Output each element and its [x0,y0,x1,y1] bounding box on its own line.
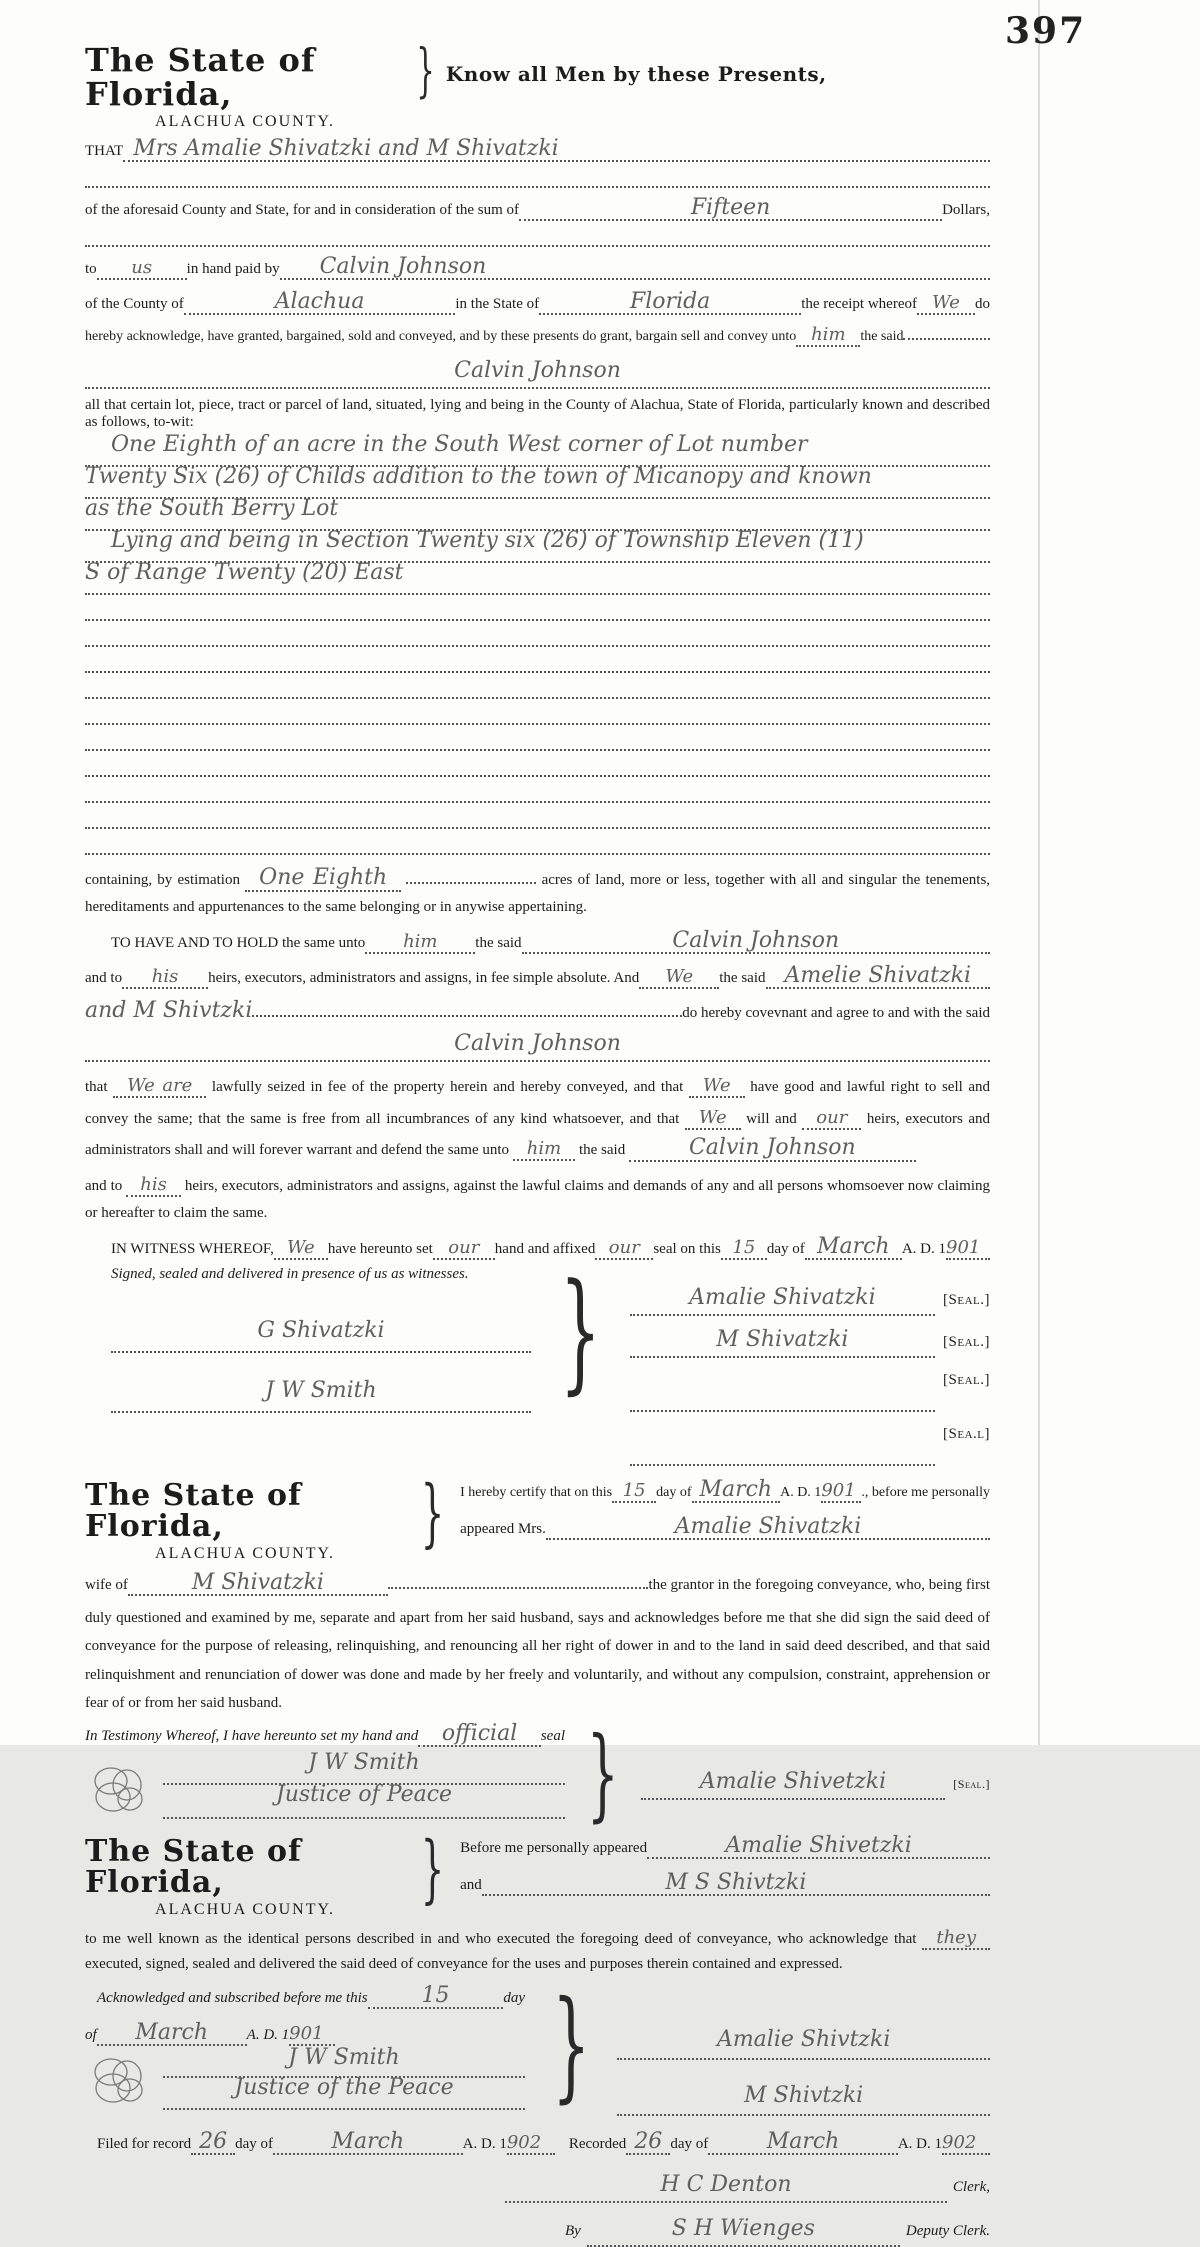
state-title-block [85,41,405,131]
state-title: The State of Florida, [85,1833,302,1901]
state-handwriting: Florida [539,292,801,315]
consideration-line [85,195,990,221]
ack-appeared-column [460,1832,990,1896]
the-said-label: the said [475,935,522,952]
official-handwriting: official [418,1724,541,1747]
do-label: do [975,296,990,313]
before-text: ., before me personally [861,1484,990,1500]
seal-text: seal on this [653,1240,721,1257]
ad-label: A. D. 1 [901,1240,946,1257]
day-of-label: day of [656,1484,692,1500]
recorded-label: Recorded [568,2135,627,2152]
we-handwriting: We [639,969,719,989]
day-of-label: day of [235,2135,274,2152]
containing-rest: acres of land, more or less, together with all and singular the tenements, hereditaments and appurtenances to the same belonging or in anywise appertaining. [85,872,991,916]
his-handwriting: his [122,969,208,989]
dower-header [85,1469,990,1563]
certify-label: I hereby certify that on this [460,1484,613,1500]
wife-name-handwriting: Amalie Shivatzki [546,1517,990,1540]
grantor-signature-line: Amalie Shivatzki [630,1288,935,1316]
day-of-label: day of [670,2135,709,2152]
grantee-name-line [85,358,990,389]
testimony-column [85,1720,565,1819]
we-handwriting: We [685,1107,741,1130]
set-text: have hereunto set [327,1240,433,1257]
filed-label: Filed for record [97,2135,192,2152]
payer-handwriting: Calvin Johnson [280,257,990,280]
of-label: of [85,2026,97,2043]
grantor1-handwriting: Amelie Shivatzki [766,966,991,989]
covenant-rule [252,1015,682,1017]
seal-line [641,1768,990,1800]
our-handwriting: our [595,1240,653,1260]
ack-officer-column [85,1982,525,2110]
county-name: ALACHUA COUNTY. [155,1900,335,1918]
warranty-paragraph [85,1072,990,1167]
that-label: that [85,1079,108,1096]
description-line: Lying and being in Section Twenty six (26) of Township Eleven (11) [85,531,990,563]
clerk-signature-line: H C Denton [505,2175,947,2203]
officer-signature-line: J W Smith [163,1753,565,1785]
consideration-amount: Fifteen [519,198,942,221]
blank-rule [85,777,990,803]
county-handwriting: Alachua [184,292,456,315]
presence-text: Signed, sealed and delivered in presence of us as witnesses. [111,1265,469,1282]
seal-line [630,1372,990,1412]
deputy-label: Deputy Clerk. [905,2222,990,2239]
seal-bracket: [Seal.] [943,1371,990,1388]
person2-handwriting: M S Shivtzki [482,1873,990,1896]
blank-rule [85,803,990,829]
ack-brace-tall: } [552,1975,591,2115]
county-of-label: of the County of [85,296,184,313]
seal-bracket: [Seal.] [953,1776,990,1791]
empty-signature-line [630,1438,935,1466]
recorded-month-handwriting: March [708,2132,898,2155]
notary-seal-scribble [85,2052,157,2110]
the-said-label: the said [860,329,904,345]
before-line [460,1832,990,1859]
grantee-handwriting: Calvin Johnson [522,931,990,954]
filed-day-handwriting: 26 [191,2132,235,2155]
claims-text: heirs, executors, administrators and assigns, against the lawful claims and demands of any and all persons whomsoever now claiming or hereafter to claim the same. [85,1177,991,1221]
that-label: THAT [85,143,124,160]
state-title: The State of Florida, [85,1477,302,1545]
year-handwriting: 901 [946,1240,990,1260]
officer-signature-line: J W Smith [163,2048,525,2078]
clerk-label: Clerk, [952,2178,990,2195]
grantee-handwriting: Calvin Johnson [454,1031,621,1057]
containing-label: containing, by estimation [85,872,240,889]
officer-block [85,1749,565,1819]
in-witness-line [85,1233,990,1260]
page-edge-rule [1038,0,1040,1745]
officer-lines [163,1749,565,1819]
empty-signature-line [630,1384,935,1412]
they-handwriting: they [922,1927,990,1950]
ad-label: A. D. 1 [462,2135,507,2152]
state-title-block [85,1477,405,1563]
seal-bracket: [Seal.] [943,1291,990,1308]
our-handwriting: our [433,1240,495,1260]
and-label: and [460,1876,482,1893]
blank-rule [85,751,990,777]
wife-of-label: wife of [85,1576,128,1593]
grantor-text: the grantor in the foregoing conveyance, who, being first [648,1576,990,1593]
month-handwriting: March [692,1480,781,1503]
and-to-label: and to [85,970,123,987]
we-handwriting: We [274,1240,328,1260]
dower-signature-column [641,1724,990,1800]
testimony-line [85,1720,565,1747]
appeared-line [460,1513,990,1540]
him-handwriting: him [513,1138,575,1161]
blank-rule [85,647,990,673]
grantor-names-handwriting: Mrs Amalie Shivatzki and M Shivatzki [123,139,990,162]
year-handwriting: 901 [821,1483,861,1503]
witness2-signature: J W Smith [265,1377,377,1403]
seal-bracket: [Sea.l] [943,1425,990,1442]
filed-year-handwriting: 902 [507,2135,555,2155]
containing-rule [406,869,536,885]
to-whom-handwriting: us [97,260,187,280]
description-line: as the South Berry Lot [85,499,990,531]
acknowledge-line [85,324,990,347]
officer-title-line: Justice of Peace [163,1785,565,1819]
to-have-line [85,928,990,954]
grantor-signature-line: M Shivatzki [630,1330,935,1358]
acknowledge-text: hereby acknowledge, have granted, bargained, sold and conveyed, and by these presents do grant, bargain sell and convey unto [85,329,797,345]
receipt-handwriting: We [917,295,975,315]
county-state-line [85,289,990,315]
covenant-line [85,998,990,1024]
ack-header [85,1825,990,1919]
witness1-signature: G Shivatzki [257,1317,385,1343]
known-text: to me well known as the identical persons described in and who executed the foregoing deed of conveyance, who acknowledge that [85,1930,917,1947]
ack-brace: } [420,1825,445,1912]
seal-line [630,1326,990,1358]
covenant-text: do hereby covevnant and agree to and with the said [682,1005,990,1022]
acreage-handwriting: One Eighth [245,865,401,892]
his-handwriting: his [126,1174,181,1197]
testimony-label: In Testimony Whereof, I have hereunto set my hand and [85,1727,419,1744]
blank-rule [85,673,990,699]
in-witness-label: IN WITNESS WHEREOF, [111,1240,274,1257]
heirs-text: heirs, executors and administrators shall and will forever warrant and defend the same unto [85,1110,991,1159]
witnesses-column [85,1266,531,1413]
recorded-year-handwriting: 902 [942,2135,990,2155]
seals-column [630,1266,990,1466]
ack-signature-block [85,1975,990,2116]
the-said-label: the said [719,970,766,987]
ad-label: A. D. 1 [780,1484,822,1500]
day-label: day [503,1989,525,2006]
and-line [460,1869,990,1896]
witness-signature-line [111,1377,531,1413]
consideration-label: of the aforesaid County and State, for and in consideration of the sum of [85,202,520,219]
county-name: ALACHUA COUNTY. [155,1544,335,1562]
seal-line [630,1284,990,1316]
seal-line [630,1426,990,1466]
filing-line [85,2128,990,2155]
we-are-handwriting: We are [113,1075,206,1098]
appeared-label: appeared Mrs. [460,1520,546,1537]
heirs-text: heirs, executors, administrators and assigns, in fee simple absolute. And [208,970,640,987]
page-number: 397 [1005,10,1087,52]
signer2-line: M Shivtzki [617,2086,990,2116]
year-handwriting: 901 [289,2026,335,2046]
receipt-label: the receipt whereof [801,296,917,313]
grantee-handwriting: Calvin Johnson [629,1135,916,1162]
to-label: to [85,261,97,278]
signer1-line: Amalie Shivtzki [617,2030,990,2060]
month-line [85,2019,525,2046]
ack-body [85,1927,990,1978]
officer-title-line: Justice of the Peace [163,2078,525,2110]
description-line: One Eighth of an acre in the South West corner of Lot number [85,435,990,467]
unto-handwriting: him [796,327,860,347]
deputy-signature-line: S H Wienges [587,2219,900,2247]
testimony-brace: } [586,1714,619,1832]
grantee-handwriting: Calvin Johnson [454,358,621,384]
subscribed-label: Acknowledged and subscribed before me this [97,1989,368,2006]
blank-rule [85,162,990,188]
day-handwriting: 15 [368,1986,504,2009]
husband-handwriting: M Shivatzki [128,1573,388,1596]
seal-bracket: [Seal.] [943,1333,990,1350]
day-handwriting: 15 [721,1240,767,1260]
trailing-rule [903,338,990,340]
ad-label: A. D. 1 [246,2026,290,2043]
county-name: ALACHUA COUNTY. [155,113,335,131]
witness-brace: } [559,1254,602,1407]
notary-seal-scribble [85,1761,157,1819]
dollars-label: Dollars, [942,202,990,219]
containing-paragraph [85,867,990,921]
day-of-label: day of [766,1240,805,1257]
deed-header [85,36,990,131]
hand-text: hand and affixed [494,1240,596,1257]
blank-rule [85,829,990,855]
description-line: Twenty Six (26) of Childs addition to the town of Micanopy and known [85,467,990,499]
officer-lines [163,2044,525,2110]
certify-line [460,1476,990,1503]
month-handwriting: March [97,2023,247,2046]
to-have-label: TO HAVE AND TO HOLD the same unto [111,935,366,952]
wife-rule [388,1587,649,1589]
paid-by-line [85,254,990,280]
state-title: The State of Florida, [85,41,316,113]
blank-rule [85,699,990,725]
the-said-label: the said [578,1142,626,1159]
and-to-label: and to [85,1177,123,1194]
will-and-label: will and [746,1110,797,1127]
seal-label: seal [540,1727,565,1744]
description-line: S of Range Twenty (20) East [85,563,990,595]
ad-label: A. D. 1 [897,2135,942,2152]
wife-of-line [85,1569,990,1596]
blank-rule [85,595,990,621]
unto-handwriting: him [365,934,475,954]
in-hand-label: in hand paid by [186,261,280,278]
deputy-clerk-line [85,2215,990,2247]
day-handwriting: 15 [612,1483,656,1503]
state-title-block [85,1833,405,1919]
wife-signature-line: Amalie Shivetzki [641,1772,946,1800]
blank-rule [85,725,990,751]
parcel-paragraph: all that certain lot, piece, tract or parcel of land, situated, lying and being in the County of Alachua, State of Florida, particularly known and described as follows, to-wit: [85,397,990,431]
recorded-day-handwriting: 26 [626,2132,670,2155]
header-brace: } [416,36,435,104]
blank-rule [85,221,990,247]
subscribed-line [85,1982,525,2009]
by-label: By [565,2222,581,2239]
presents-heading: Know all Men by these Presents, [445,62,827,86]
filed-month-handwriting: March [273,2132,463,2155]
dower-body: duly questioned and examined by me, separate and apart from her said husband, says and acknowledges before me that she did sign the said deed of conveyance for the purpose of releasing, relinquishing, and renouncing all her right of dower in and to the land in said deed described, and that said relinquishment and renunciation of dower was done and made by her freely and voluntarily, and without any compulsion, constraint, apprehension or fear of or from her said husband. [85,1609,990,1712]
ack-signers-column [617,1986,990,2116]
blank-rule [85,621,990,647]
dower-brace: } [420,1469,445,1556]
dower-certify-column [460,1476,990,1540]
deed-content [85,36,991,2247]
right-text: have good and lawful right to sell and convey the same; that the same is free from all incumbrances of any kind whatsoever, and that [85,1079,991,1127]
before-label: Before me personally appeared [460,1839,648,1856]
month-handwriting: March [805,1237,902,1260]
signature-block [85,1254,990,1466]
state-of-label: in the State of [455,296,540,313]
clerk-line [85,2171,990,2203]
witness-signature-line [111,1317,531,1353]
grantee-name-line [85,1031,990,1062]
we-handwriting: We [689,1075,745,1098]
our-handwriting: our [802,1107,861,1130]
grantor2-handwriting: and M Shivtzki [85,998,253,1024]
officer-block [85,2044,525,2110]
heirs-line [85,963,990,989]
grantor-line [85,136,990,162]
seized-text: lawfully seized in fee of the property herein and hereby conveyed, and that [211,1079,684,1096]
person1-handwriting: Amalie Shivetzki [647,1836,990,1859]
executed-text: executed, signed, sealed and delivered the said deed of conveyance for the uses and purposes therein contained and expressed. [85,1956,843,1973]
claims-paragraph [85,1173,990,1227]
testimony-block [85,1714,990,1832]
